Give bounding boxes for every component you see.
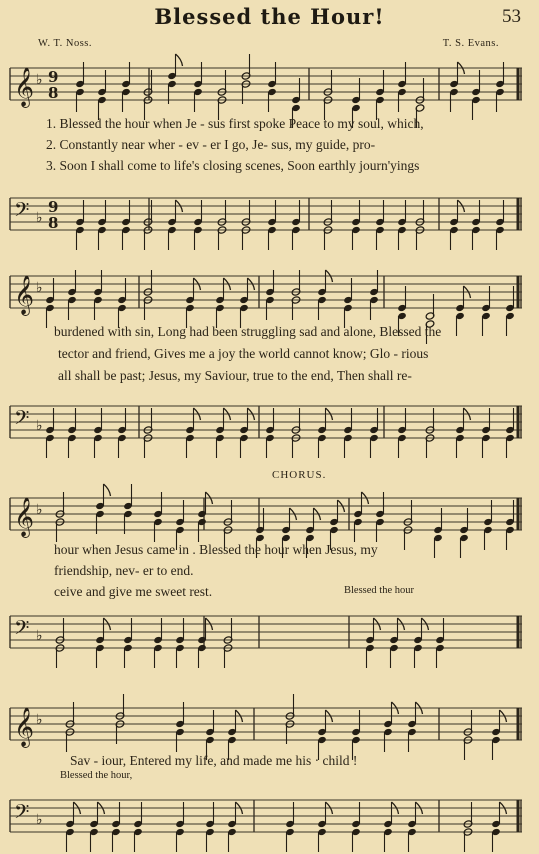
bass-clef-icon: 𝄢 bbox=[14, 800, 30, 828]
lyric-line: 1. Blessed the hour when Je - sus first spoke Peace to my soul, which, bbox=[46, 116, 424, 131]
flat-icon: ♭ bbox=[36, 502, 43, 518]
page-number: 53 bbox=[502, 6, 521, 27]
treble-staff-3 bbox=[10, 490, 522, 540]
treble-clef-icon: 𝄞 bbox=[14, 707, 35, 747]
flat-icon: ♭ bbox=[36, 418, 43, 434]
treble-staff-4 bbox=[10, 700, 522, 750]
bass-staff-4 bbox=[10, 792, 522, 842]
time-signature-top: 9 bbox=[48, 68, 59, 86]
bass-cue-text: Blessed the hour bbox=[344, 585, 414, 596]
chorus-label: CHORUS. bbox=[272, 469, 327, 481]
bass-clef-icon: 𝄢 bbox=[14, 406, 30, 434]
bass-cue-text: Blessed the hour, bbox=[60, 770, 133, 781]
bass-staff-2 bbox=[10, 398, 522, 448]
time-signature-bottom: 8 bbox=[48, 214, 59, 232]
bass-clef-icon: 𝄢 bbox=[14, 616, 30, 644]
lyric-line: ceive and give me sweet rest. bbox=[54, 584, 213, 599]
treble-clef-icon: 𝄞 bbox=[14, 275, 35, 315]
time-signature-top: 9 bbox=[48, 198, 59, 216]
treble-staff-2 bbox=[10, 268, 522, 318]
lyric-line: burdened with sin, Long had been struggling sad and alone, Blessed the bbox=[54, 324, 442, 339]
lyric-line: hour when Jesus came in . Blessed the hour when Jesus, my bbox=[54, 542, 378, 557]
hymn-title: Blessed the Hour! bbox=[154, 4, 385, 29]
flat-icon: ♭ bbox=[36, 210, 43, 226]
flat-icon: ♭ bbox=[36, 72, 43, 88]
flat-icon: ♭ bbox=[36, 812, 43, 828]
composer-credit: T. S. Evans. bbox=[442, 38, 499, 49]
treble-clef-icon: 𝄞 bbox=[14, 67, 35, 107]
lyricist-credit: W. T. Noss. bbox=[38, 38, 93, 49]
lyric-line: 2. Constantly near wher - ev - er I go, Je- sus, my guide, pro- bbox=[46, 137, 376, 152]
note-flag bbox=[176, 54, 183, 66]
flat-icon: ♭ bbox=[36, 628, 43, 644]
lyric-line: friendship, nev- er to end. bbox=[54, 563, 194, 578]
time-signature-bottom: 8 bbox=[48, 84, 59, 102]
flat-icon: ♭ bbox=[36, 712, 43, 728]
lyric-line: all shall be past; Jesus, my Saviour, true to the end, Then shall re- bbox=[58, 368, 412, 383]
bass-clef-icon: 𝄢 bbox=[14, 198, 30, 226]
bass-staff-1 bbox=[10, 190, 522, 240]
bass-staff-3 bbox=[10, 608, 522, 658]
treble-staff-1 bbox=[10, 60, 522, 110]
treble-clef-icon: 𝄞 bbox=[14, 497, 35, 537]
lyric-line: Sav - iour, Entered my life, and made me his · child ! bbox=[70, 753, 358, 768]
lyric-line: tector and friend, Gives me a joy the world cannot know; Glo - rious bbox=[58, 346, 429, 361]
lyric-line: 3. Soon I shall come to life's closing scenes, Soon earthly journ'yings bbox=[46, 158, 420, 173]
flat-icon: ♭ bbox=[36, 280, 43, 296]
note-flag bbox=[104, 484, 111, 496]
